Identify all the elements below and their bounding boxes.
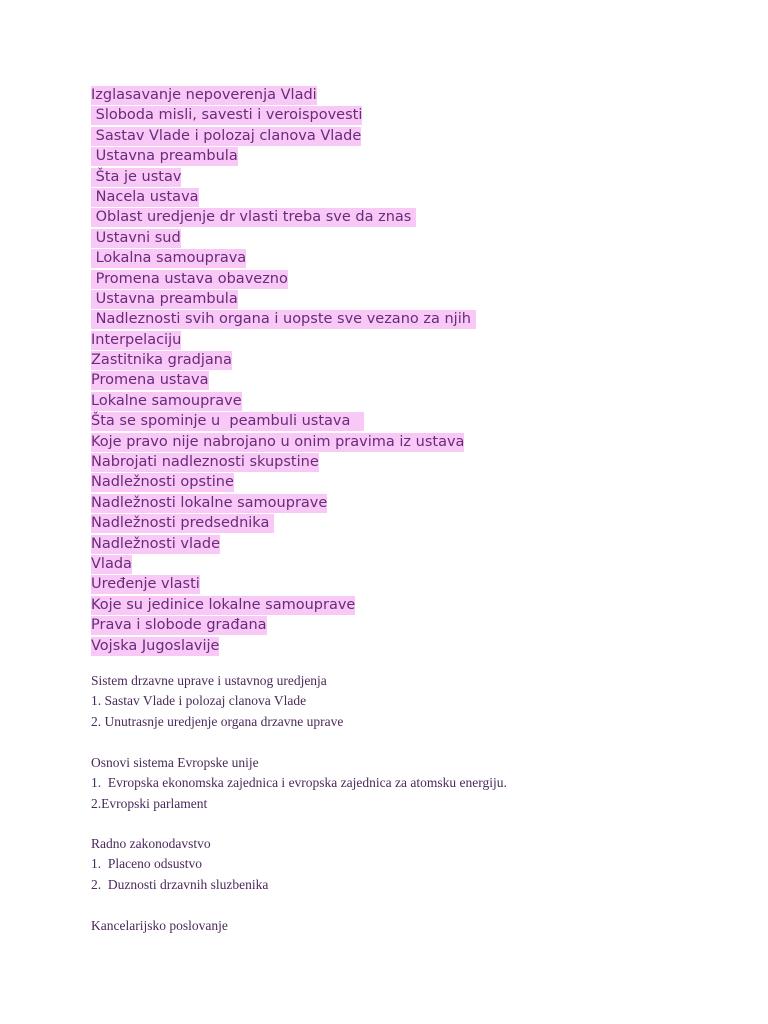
section-item: 1. Sastav Vlade i polozaj clanova Vlade xyxy=(91,693,307,709)
topic-item xyxy=(91,432,476,452)
topic-item xyxy=(91,105,476,125)
topic-item xyxy=(91,534,476,554)
highlighted-topic-text: Ustavna preambula xyxy=(91,290,238,307)
highlighted-topic-text: Koje pravo nije nabrojano u onim pravima iz ustava xyxy=(91,433,465,450)
topic-item xyxy=(91,146,476,166)
topic-item xyxy=(91,411,476,431)
topic-item xyxy=(91,330,476,350)
highlighted-topic-text: Prava i slobode građana xyxy=(91,617,267,634)
section-item: 2. Duznosti drzavnih sluzbenika xyxy=(91,876,269,892)
topic-item xyxy=(91,85,476,105)
highlighted-topic-text: Nacela ustava xyxy=(91,188,199,205)
highlighted-topic-text: Lokalne samouprave xyxy=(91,392,242,409)
section-item: 2.Evropski parlament xyxy=(91,795,208,811)
section-item: 1. Placeno odsustvo xyxy=(91,856,202,872)
highlighted-topic-text: Ustavni sud xyxy=(91,229,181,246)
highlighted-topic-text: Nadleznosti svih organa i uopste sve vezano za njih xyxy=(91,311,476,328)
topic-item xyxy=(91,167,476,187)
highlighted-topic-text: Izglasavanje nepoverenja Vladi xyxy=(91,87,317,103)
topic-item xyxy=(91,370,476,390)
topic-item xyxy=(91,595,476,615)
highlighted-topic-text: Lokalna samouprava xyxy=(91,250,247,267)
topic-item xyxy=(91,269,476,289)
topic-item xyxy=(91,309,476,329)
section-item: 1. Evropska ekonomska zajednica i evropska zajednica za atomsku energiju. xyxy=(91,775,507,791)
highlighted-topic-text: Ustavna preambula xyxy=(91,148,238,165)
highlighted-topic-text: Nabrojati nadleznosti skupstine xyxy=(91,454,319,471)
section-evropska-unija xyxy=(91,753,507,814)
section-title: Osnovi sistema Evropske unije xyxy=(91,755,259,770)
topic-item xyxy=(91,289,476,309)
section-kancelarijsko-poslovanje xyxy=(91,916,228,936)
section-drzavna-uprava xyxy=(91,671,343,732)
highlighted-topic-text: Zastitnika gradjana xyxy=(91,352,232,369)
section-radno-zakonodavstvo xyxy=(91,834,268,895)
topic-item xyxy=(91,554,476,574)
topic-item xyxy=(91,187,476,207)
highlighted-topic-text: Uređenje vlasti xyxy=(91,576,200,593)
topic-item xyxy=(91,350,476,370)
highlighted-topic-text: Nadležnosti vlade xyxy=(91,535,221,552)
highlighted-topic-text: Nadležnosti opstine xyxy=(91,474,234,491)
topic-item xyxy=(91,207,476,227)
highlighted-topic-text: Šta se spominje u peambuli ustava xyxy=(91,413,365,430)
topic-item xyxy=(91,126,476,146)
topic-item xyxy=(91,391,476,411)
section-item: 2. Unutrasnje uredjenje organa drzavne uprave xyxy=(91,713,344,729)
highlighted-topic-text: Promena ustava xyxy=(91,372,209,389)
highlighted-topic-text: Interpelaciju xyxy=(91,331,182,348)
highlighted-topic-list xyxy=(91,85,476,656)
topic-item xyxy=(91,493,476,513)
topic-item xyxy=(91,228,476,248)
highlighted-topic-text: Nadležnosti lokalne samouprave xyxy=(91,494,328,511)
highlighted-topic-text: Promena ustava obavezno xyxy=(91,270,288,287)
topic-item xyxy=(91,452,476,472)
topic-item xyxy=(91,248,476,268)
highlighted-topic-text: Koje su jedinice lokalne samouprave xyxy=(91,596,356,613)
highlighted-topic-text: Šta je ustav xyxy=(91,168,182,185)
section-title: Sistem drzavne uprave i ustavnog uredjenja xyxy=(91,673,327,688)
topic-item xyxy=(91,513,476,533)
topic-item xyxy=(91,615,476,635)
section-title: Kancelarijsko poslovanje xyxy=(91,918,228,933)
topic-item xyxy=(91,574,476,594)
highlighted-topic-text: Sastav Vlade i polozaj clanova Vlade xyxy=(91,127,362,144)
highlighted-topic-text: Vlada xyxy=(91,555,132,572)
highlighted-topic-text: Nadležnosti predsednika xyxy=(91,515,274,532)
highlighted-topic-text: Vojska Jugoslavije xyxy=(91,637,220,654)
section-title: Radno zakonodavstvo xyxy=(91,836,211,851)
topic-item xyxy=(91,636,476,656)
topic-item xyxy=(91,472,476,492)
highlighted-topic-text: Oblast uredjenje dr vlasti treba sve da znas xyxy=(91,209,416,226)
highlighted-topic-text: Sloboda misli, savesti i veroispovesti xyxy=(91,107,363,124)
